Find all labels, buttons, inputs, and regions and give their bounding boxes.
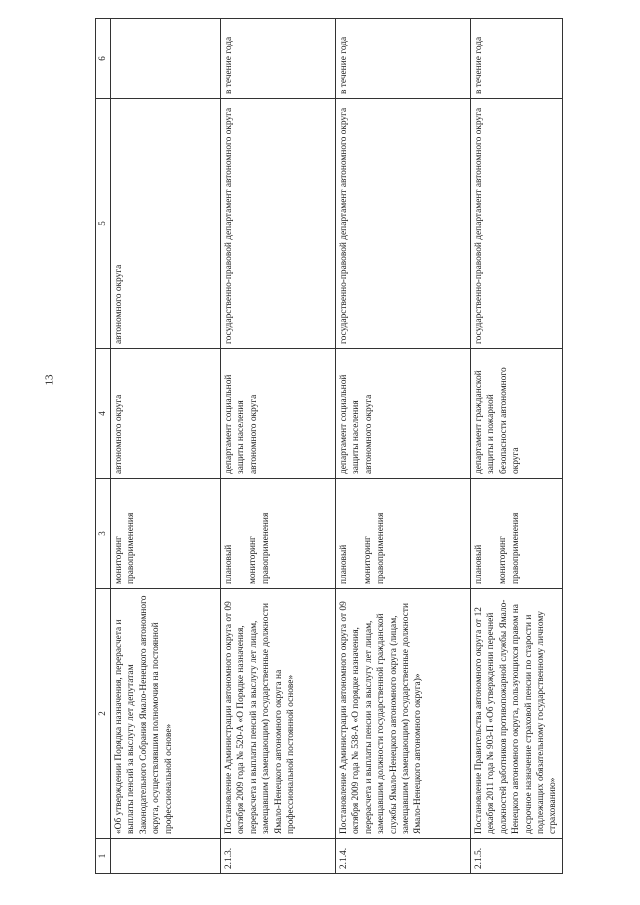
document-sheet bbox=[95, 19, 559, 874]
document-cell: Постановление Администрации автономного округа от 09 октября 2009 года № 520-А «О Порядке назначения, перерасчета и выплаты пенсий за выслугу лет лицам, замещавшим (замещающим) государственные должности Ямало-Ненецкого автономного округа на профессиональной постоянной основе» bbox=[221, 589, 336, 839]
table-row bbox=[471, 19, 563, 874]
plan-table bbox=[95, 18, 563, 874]
row-number bbox=[111, 839, 221, 874]
responsible-cell: автономного округа bbox=[111, 349, 221, 479]
term-cell: в течение года bbox=[471, 19, 563, 99]
responsible-cell: департамент социальной защиты населения автономного округа bbox=[336, 349, 471, 479]
document-cell: «Об утверждении Порядка назначения, перерасчета и выплаты пенсий за выслугу лет депутатам Законодательного Собрания Ямало-Ненецкого автономного округа, осуществлявшим полномочия на постоянной профессиональной основе» bbox=[111, 589, 221, 839]
responsible-cell: департамент гражданской защиты и пожарной безопасности автономного округа bbox=[471, 349, 563, 479]
responsible-cell: департамент социальной защиты населения автономного округа bbox=[221, 349, 336, 479]
term-cell: в течение года bbox=[336, 19, 471, 99]
header-cell: 6 bbox=[96, 19, 111, 99]
table-row bbox=[111, 19, 221, 874]
type-monitoring: мониторинг правоприменения bbox=[248, 512, 271, 584]
type-kind: плановый bbox=[339, 544, 349, 584]
type-monitoring: мониторинг правоприменения bbox=[114, 512, 137, 584]
term-cell bbox=[111, 19, 221, 99]
term-cell: в течение года bbox=[221, 19, 336, 99]
type-cell bbox=[221, 479, 336, 589]
coexecutor-cell: государственно-правовой департамент автономного округа bbox=[471, 99, 563, 349]
header-cell: 5 bbox=[96, 99, 111, 349]
page-number: 13 bbox=[43, 374, 56, 386]
row-number: 2.1.4. bbox=[336, 839, 471, 874]
table-header-row bbox=[96, 19, 111, 874]
type-cell bbox=[471, 479, 563, 589]
coexecutor-cell: автономного округа bbox=[111, 99, 221, 349]
table-row bbox=[221, 19, 336, 874]
header-cell: 4 bbox=[96, 349, 111, 479]
type-cell bbox=[336, 479, 471, 589]
type-kind: плановый bbox=[224, 544, 234, 584]
type-kind: плановый bbox=[474, 544, 484, 584]
document-cell: Постановление Администрации автономного округа от 09 октября 2009 года № 538-А «О порядке назначения, перерасчета и выплаты пенсии за выслугу лет лицам, замещавшим должности государственной гражданской службы Ямало-Ненецкого автономного округа (лицам, замещавшим (замещающим) государственные должности Ямало-Ненецкого автономного округа)» bbox=[336, 589, 471, 839]
document-cell: Постановление Правительства автономного округа от 12 декабря 2011 года № 903-П «Об утверждении перечней должностей работников противопожарной службы Ямало-Ненецкого автономного округа, пользующихся правом на досрочное назначение страховой пенсии по старости и подлежащих обязательному государственному личному страхованию» bbox=[471, 589, 563, 839]
type-monitoring: мониторинг правоприменения bbox=[498, 512, 521, 584]
table-row bbox=[336, 19, 471, 874]
type-cell bbox=[111, 479, 221, 589]
header-cell: 1 bbox=[96, 839, 111, 874]
coexecutor-cell: государственно-правовой департамент автономного округа bbox=[221, 99, 336, 349]
row-number: 2.1.5. bbox=[471, 839, 563, 874]
row-number: 2.1.3. bbox=[221, 839, 336, 874]
type-monitoring: мониторинг правоприменения bbox=[363, 512, 386, 584]
coexecutor-cell: государственно-правовой департамент автономного округа bbox=[336, 99, 471, 349]
header-cell: 3 bbox=[96, 479, 111, 589]
header-cell: 2 bbox=[96, 589, 111, 839]
